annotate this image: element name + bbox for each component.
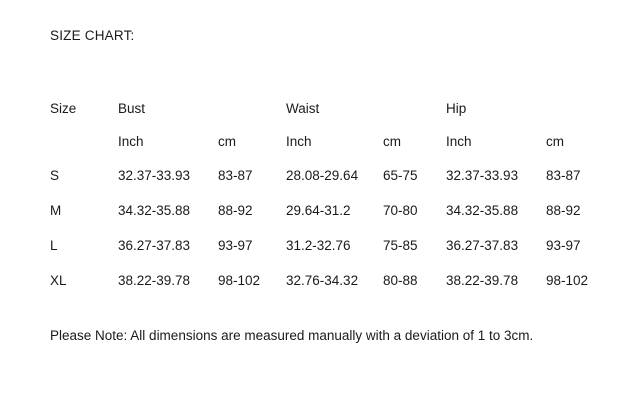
row-hip-cm: 93-97 — [546, 238, 581, 253]
row-size: M — [50, 203, 62, 218]
row-hip-inch: 34.32-35.88 — [446, 203, 519, 218]
row-hip-inch: 32.37-33.93 — [446, 168, 519, 183]
row-hip-cm: 88-92 — [546, 203, 581, 218]
row-bust-cm: 83-87 — [218, 168, 253, 183]
bust-group-header: Bust — [118, 101, 146, 116]
row-bust-inch: 32.37-33.93 — [118, 168, 191, 183]
hip-cm-header: cm — [546, 134, 565, 149]
waist-cm-header: cm — [383, 134, 402, 149]
bust-cm-header: cm — [218, 134, 236, 149]
row-bust-cm: 93-97 — [218, 238, 253, 253]
measurement-note: Please Note: All dimensions are measured manually with a deviation of 1 to 3cm. — [50, 328, 534, 343]
row-size: XL — [50, 273, 67, 288]
table-row — [50, 158, 616, 193]
row-hip-cm: 98-102 — [546, 273, 589, 288]
size-column-header: Size — [50, 101, 77, 116]
measurement-group-header-row — [50, 93, 616, 125]
table-row — [50, 193, 616, 228]
table-row — [50, 228, 616, 263]
row-bust-inch: 36.27-37.83 — [118, 238, 191, 253]
row-bust-inch: 38.22-39.78 — [118, 273, 191, 288]
row-waist-inch: 28.08-29.64 — [286, 168, 359, 183]
row-bust-cm: 98-102 — [218, 273, 261, 288]
row-waist-cm: 75-85 — [383, 238, 418, 253]
row-waist-inch: 31.2-32.76 — [286, 238, 351, 253]
row-hip-inch: 36.27-37.83 — [446, 238, 519, 253]
row-waist-inch: 32.76-34.32 — [286, 273, 359, 288]
row-hip-cm: 83-87 — [546, 168, 581, 183]
page-title: SIZE CHART: — [50, 28, 135, 43]
waist-inch-header: Inch — [286, 134, 312, 149]
table-row — [50, 263, 616, 298]
row-waist-inch: 29.64-31.2 — [286, 203, 351, 218]
row-bust-inch: 34.32-35.88 — [118, 203, 191, 218]
size-chart-table — [50, 93, 616, 298]
waist-group-header: Waist — [286, 101, 320, 116]
row-waist-cm: 80-88 — [383, 273, 418, 288]
bust-inch-header: Inch — [118, 134, 144, 149]
row-size: L — [50, 238, 58, 253]
row-bust-cm: 88-92 — [218, 203, 253, 218]
unit-header-row — [50, 125, 616, 158]
row-size: S — [50, 168, 60, 183]
row-waist-cm: 70-80 — [383, 203, 418, 218]
row-waist-cm: 65-75 — [383, 168, 418, 183]
hip-inch-header: Inch — [446, 134, 472, 149]
row-hip-inch: 38.22-39.78 — [446, 273, 519, 288]
hip-group-header: Hip — [446, 101, 467, 116]
